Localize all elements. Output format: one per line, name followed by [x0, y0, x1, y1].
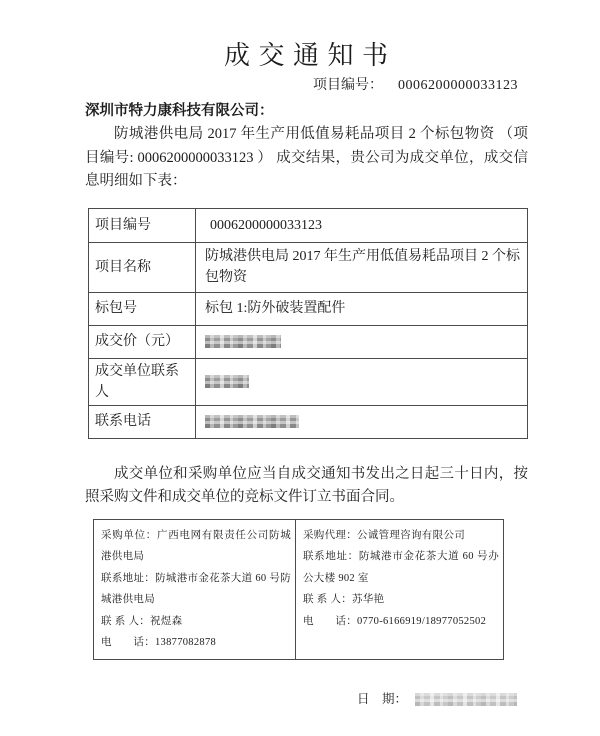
table-row: [89, 325, 528, 358]
agent-cell: [296, 519, 504, 659]
contact-info-table: [93, 519, 504, 660]
table-row: [89, 405, 528, 438]
redacted-contact-phone: [205, 415, 299, 428]
doc-title: 成 交 通 知 书: [223, 41, 389, 70]
table-row: [94, 519, 504, 659]
table-row: [89, 292, 528, 325]
agent-name: 采购代理：公诚管理咨询有限公司: [303, 529, 465, 541]
project-number-line: [85, 76, 528, 95]
purchaser-cell: [94, 519, 296, 659]
redacted-price-value: [205, 335, 281, 348]
table-row: [89, 358, 528, 405]
row-label-contact-person: 成交单位联系人: [89, 358, 196, 405]
contract-clause-paragraph: 成交单位和采购单位应当自成交通知书发出之日起三十日内，按照采购文件和成交单位的竞标文件订立书面合同。: [85, 465, 528, 505]
agent-phone: 电 话：0770-6166919/18977052502: [303, 615, 487, 627]
row-label-package-no: 标包号: [89, 292, 196, 325]
row-label-contact-phone: 联系电话: [89, 405, 196, 438]
table-row: [89, 208, 528, 242]
redacted-contact-name: [205, 375, 249, 388]
purchaser-name: 采购单位：广西电网有限责任公司防城港供电局: [101, 529, 291, 562]
date-line: [85, 691, 528, 708]
row-label-project-no: 项目编号: [89, 208, 196, 242]
purchaser-address: 联系地址：防城港市金花茶大道 60 号防城港供电局: [101, 572, 291, 605]
purchaser-contact-person: 联 系 人：祝煜森: [101, 615, 183, 627]
row-value-project-name: 防城港供电局 2017 年生产用低值易耗品项目 2 个标包物资: [196, 242, 528, 292]
project-number-label: 项目编号：: [313, 78, 383, 93]
agent-address: 联系地址：防城港市金花茶大道 60 号办公大楼 902 室: [303, 551, 499, 584]
project-number-value: 0006200000033123: [398, 78, 518, 93]
date-label: 日 期：: [357, 691, 408, 706]
row-value-contact-person: [196, 358, 528, 405]
table-row: [89, 242, 528, 292]
row-value-project-no: 0006200000033123: [196, 208, 528, 242]
row-label-project-name: 项目名称: [89, 242, 196, 292]
agent-contact-person: 联 系 人：苏华艳: [303, 594, 385, 605]
row-value-package-no: 标包 1:防外破装置配件: [196, 292, 528, 325]
row-value-contact-phone: [196, 405, 528, 438]
row-value-award-price: [196, 325, 528, 358]
recipient-company: 深圳市特力康科技有限公司：: [85, 103, 274, 119]
purchaser-phone: 电 话：13877082878: [101, 637, 217, 648]
redacted-date-value: [415, 693, 517, 706]
award-info-table: [88, 208, 528, 439]
row-label-award-price: 成交价（元）: [89, 325, 196, 358]
intro-paragraph: 防城港供电局 2017 年生产用低值易耗品项目 2 个标包物资 （项目编号: 0006200000033123 ） 成交结果，贵公司为成交单位，成交信息明细如下表：: [85, 126, 528, 189]
